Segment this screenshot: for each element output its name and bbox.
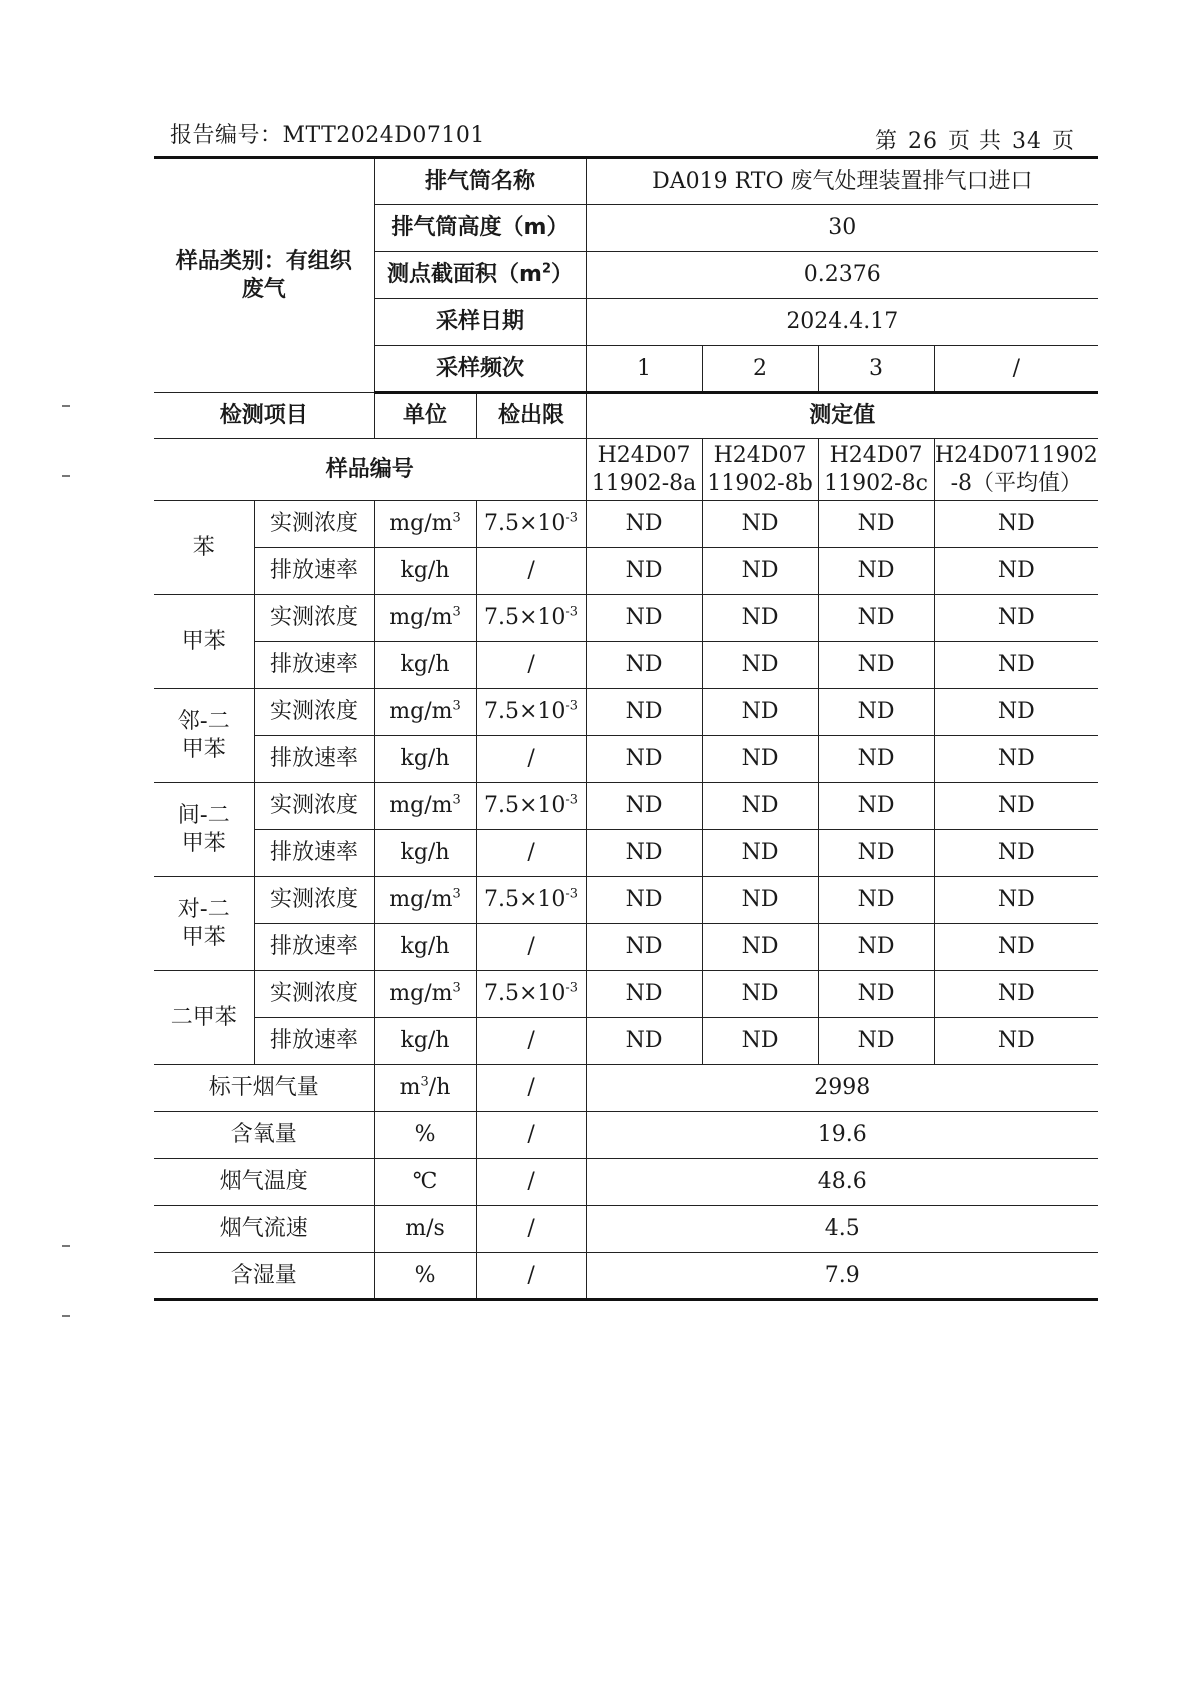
- stack-name-label: 排气筒名称: [374, 158, 586, 205]
- summary-unit: m/s: [374, 1206, 476, 1253]
- emission-rate-value: ND: [818, 924, 934, 971]
- emission-rate-label: 排放速率: [254, 924, 374, 971]
- scan-mark: [62, 1315, 70, 1317]
- detection-limit: /: [476, 924, 586, 971]
- scan-mark: [62, 475, 70, 477]
- page-indicator: 第 26 页 共 34 页: [874, 129, 1075, 154]
- sample-number: H24D0711902 -8（平均值）: [934, 439, 1098, 501]
- sampling-date-value: 2024.4.17: [586, 299, 1098, 346]
- frequency-value: 2: [702, 346, 818, 393]
- detection-limit: $7.5\times 10^{-3}$: [476, 783, 586, 830]
- concentration-value: ND: [702, 501, 818, 548]
- pollutant-name: 间-二 甲苯: [154, 783, 254, 877]
- sampling-date-label: 采样日期: [374, 299, 586, 346]
- emission-rate-unit: kg/h: [374, 548, 476, 595]
- concentration-value: ND: [818, 595, 934, 642]
- sample-number: H24D07 11902-8c: [818, 439, 934, 501]
- stack-height-value: 30: [586, 205, 1098, 252]
- unit-header: 单位: [374, 393, 476, 439]
- concentration-label: 实测浓度: [254, 501, 374, 548]
- emission-rate-value: ND: [818, 736, 934, 783]
- detection-limit: /: [476, 1065, 586, 1112]
- emission-rate-value: ND: [586, 924, 702, 971]
- summary-label: 含氧量: [154, 1112, 374, 1159]
- emission-rate-value: ND: [818, 830, 934, 877]
- emission-rate-unit: kg/h: [374, 924, 476, 971]
- detection-limit: $7.5\times 10^{-3}$: [476, 877, 586, 924]
- concentration-value: ND: [818, 783, 934, 830]
- emission-rate-value: ND: [818, 1018, 934, 1065]
- concentration-value: ND: [934, 501, 1098, 548]
- concentration-value: ND: [818, 501, 934, 548]
- emission-rate-label: 排放速率: [254, 830, 374, 877]
- summary-value: 48.6: [586, 1159, 1098, 1206]
- detection-limit: /: [476, 1253, 586, 1300]
- concentration-value: ND: [586, 877, 702, 924]
- concentration-value: ND: [934, 783, 1098, 830]
- emission-rate-value: ND: [818, 548, 934, 595]
- pollutant-name: 甲苯: [154, 595, 254, 689]
- pollutant-name: 对-二 甲苯: [154, 877, 254, 971]
- report-header: [170, 118, 1080, 154]
- emission-rate-unit: kg/h: [374, 830, 476, 877]
- summary-unit: %: [374, 1112, 476, 1159]
- concentration-value: ND: [818, 689, 934, 736]
- scan-mark: [62, 405, 70, 407]
- emission-rate-value: ND: [934, 642, 1098, 689]
- pollutant-name: 苯: [154, 501, 254, 595]
- concentration-value: ND: [702, 689, 818, 736]
- concentration-unit: $mg/m^3$: [374, 783, 476, 830]
- test-item-header: 检测项目: [154, 393, 374, 439]
- emission-rate-value: ND: [934, 548, 1098, 595]
- emission-rate-value: ND: [818, 642, 934, 689]
- summary-value: 19.6: [586, 1112, 1098, 1159]
- detection-limit: $7.5\times 10^{-3}$: [476, 595, 586, 642]
- concentration-value: ND: [586, 783, 702, 830]
- results-table: [154, 156, 1098, 1301]
- emission-rate-value: ND: [702, 642, 818, 689]
- frequency-value: 1: [586, 346, 702, 393]
- stack-height-label: 排气筒高度（m）: [374, 205, 586, 252]
- concentration-label: 实测浓度: [254, 689, 374, 736]
- concentration-value: ND: [934, 689, 1098, 736]
- summary-unit: %: [374, 1253, 476, 1300]
- concentration-label: 实测浓度: [254, 595, 374, 642]
- emission-rate-value: ND: [702, 548, 818, 595]
- section-area-label: 测点截面积$(m^2)$: [374, 252, 586, 299]
- emission-rate-value: ND: [586, 1018, 702, 1065]
- report-number: 报告编号：MTT2024D07101: [170, 123, 485, 148]
- emission-rate-value: ND: [934, 736, 1098, 783]
- emission-rate-value: ND: [586, 736, 702, 783]
- concentration-label: 实测浓度: [254, 971, 374, 1018]
- concentration-value: ND: [702, 783, 818, 830]
- emission-rate-value: ND: [702, 830, 818, 877]
- emission-rate-unit: kg/h: [374, 642, 476, 689]
- concentration-value: ND: [818, 877, 934, 924]
- summary-unit: ℃: [374, 1159, 476, 1206]
- detection-limit: /: [476, 1112, 586, 1159]
- summary-value: 4.5: [586, 1206, 1098, 1253]
- concentration-value: ND: [586, 689, 702, 736]
- summary-value: 2998: [586, 1065, 1098, 1112]
- summary-label: 标干烟气量: [154, 1065, 374, 1112]
- pollutant-name: 邻-二 甲苯: [154, 689, 254, 783]
- summary-label: 烟气温度: [154, 1159, 374, 1206]
- concentration-unit: $mg/m^3$: [374, 595, 476, 642]
- concentration-label: 实测浓度: [254, 783, 374, 830]
- concentration-unit: $mg/m^3$: [374, 877, 476, 924]
- concentration-label: 实测浓度: [254, 877, 374, 924]
- concentration-unit: $mg/m^3$: [374, 501, 476, 548]
- detection-limit: /: [476, 1159, 586, 1206]
- emission-rate-value: ND: [586, 830, 702, 877]
- detection-limit: /: [476, 736, 586, 783]
- emission-rate-value: ND: [702, 736, 818, 783]
- emission-rate-label: 排放速率: [254, 642, 374, 689]
- detection-limit: /: [476, 548, 586, 595]
- detection-limit: $7.5\times 10^{-3}$: [476, 689, 586, 736]
- sample-category: 样品类别：有组织 废气: [154, 158, 374, 393]
- sample-number: H24D07 11902-8b: [702, 439, 818, 501]
- emission-rate-label: 排放速率: [254, 736, 374, 783]
- concentration-value: ND: [934, 971, 1098, 1018]
- detection-limit-header: 检出限: [476, 393, 586, 439]
- pollutant-name: 二甲苯: [154, 971, 254, 1065]
- emission-rate-unit: kg/h: [374, 736, 476, 783]
- concentration-value: ND: [818, 971, 934, 1018]
- detection-limit: /: [476, 1018, 586, 1065]
- sample-number: H24D07 11902-8a: [586, 439, 702, 501]
- concentration-value: ND: [702, 971, 818, 1018]
- emission-rate-value: ND: [934, 1018, 1098, 1065]
- measured-value-header: 测定值: [586, 393, 1098, 439]
- concentration-value: ND: [586, 971, 702, 1018]
- concentration-value: ND: [586, 501, 702, 548]
- frequency-value: /: [934, 346, 1098, 393]
- concentration-unit: $mg/m^3$: [374, 689, 476, 736]
- emission-rate-value: ND: [702, 1018, 818, 1065]
- emission-rate-label: 排放速率: [254, 548, 374, 595]
- concentration-value: ND: [934, 595, 1098, 642]
- detection-limit: /: [476, 1206, 586, 1253]
- emission-rate-unit: kg/h: [374, 1018, 476, 1065]
- frequency-value: 3: [818, 346, 934, 393]
- summary-label: 含湿量: [154, 1253, 374, 1300]
- summary-label: 烟气流速: [154, 1206, 374, 1253]
- emission-rate-label: 排放速率: [254, 1018, 374, 1065]
- scan-mark: [62, 1245, 70, 1247]
- concentration-value: ND: [934, 877, 1098, 924]
- emission-rate-value: ND: [934, 830, 1098, 877]
- detection-limit: $7.5\times 10^{-3}$: [476, 501, 586, 548]
- sampling-frequency-label: 采样频次: [374, 346, 586, 393]
- detection-limit: $7.5\times 10^{-3}$: [476, 971, 586, 1018]
- stack-name-value: DA019 RTO 废气处理装置排气口进口: [586, 158, 1098, 205]
- concentration-value: ND: [702, 595, 818, 642]
- detection-limit: /: [476, 642, 586, 689]
- concentration-value: ND: [702, 877, 818, 924]
- summary-unit: $m^3/h$: [374, 1065, 476, 1112]
- concentration-unit: $mg/m^3$: [374, 971, 476, 1018]
- concentration-value: ND: [586, 595, 702, 642]
- emission-rate-value: ND: [702, 924, 818, 971]
- emission-rate-value: ND: [934, 924, 1098, 971]
- emission-rate-value: ND: [586, 642, 702, 689]
- summary-value: 7.9: [586, 1253, 1098, 1300]
- emission-rate-value: ND: [586, 548, 702, 595]
- detection-limit: /: [476, 830, 586, 877]
- sample-number-header: 样品编号: [154, 439, 586, 501]
- section-area-value: 0.2376: [586, 252, 1098, 299]
